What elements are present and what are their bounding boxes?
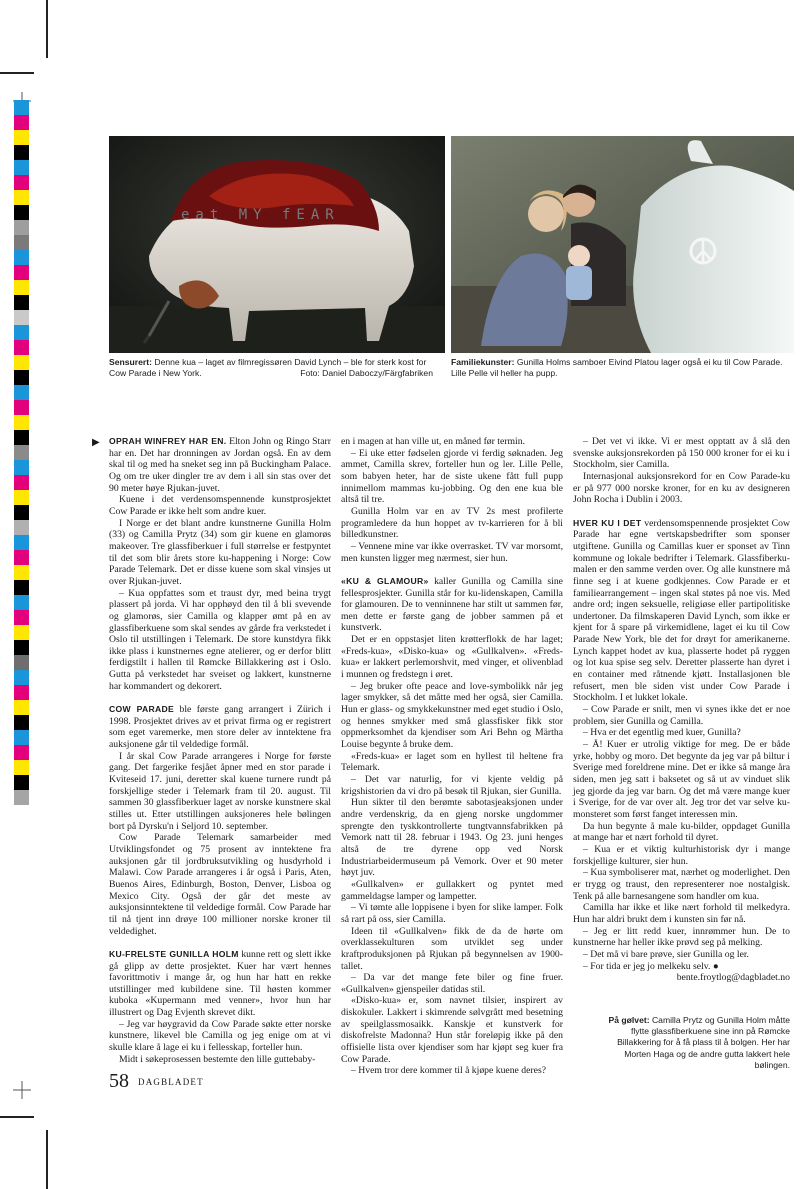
color-swatch — [14, 355, 29, 370]
article-paragraph — [573, 727, 790, 739]
color-swatch — [14, 100, 29, 115]
article-paragraph — [341, 774, 563, 797]
side-caption-lead: På gølvet: — [608, 1015, 650, 1025]
article-paragraph — [341, 681, 563, 751]
article-paragraph — [341, 797, 563, 879]
article-paragraph — [573, 471, 790, 506]
color-swatch — [14, 340, 29, 355]
article-paragraph — [573, 926, 790, 949]
article-paragraph — [573, 704, 790, 727]
paragraph-text: – Da var det mange fete biler og fine fruer. «Gullkalven» gjenspeiler datidas stil. — [341, 972, 563, 995]
color-swatch — [14, 145, 29, 160]
paragraph-text: – Vennene mine var ikke overrasket. TV var morsomt, men kunsten ligger meg nærmest, sier hun. — [341, 540, 563, 564]
color-swatch — [14, 325, 29, 340]
color-swatch — [14, 670, 29, 685]
color-swatch — [14, 715, 29, 730]
color-swatch — [14, 595, 29, 610]
color-swatch — [14, 685, 29, 700]
masthead: DAGBLADET — [138, 1077, 204, 1087]
crop-mark — [0, 1116, 34, 1118]
paragraph-text: Ideen til «Gullkalven» fikk de da de hørte om overklassekulturen som utviklet seg under kraftproduksjonen på Rjukan på begynnelsen av 1900-tallet. — [341, 925, 563, 972]
color-swatch — [14, 640, 29, 655]
registration-mark-icon — [13, 1081, 31, 1099]
paragraph-text: – Det må vi bare prøve, sier Gunilla og ler. — [583, 948, 749, 960]
article-paragraph — [109, 1054, 331, 1066]
article-paragraph — [573, 961, 790, 973]
paragraph-text: Da hun begynte å male ku-bilder, oppdaget Gunilla at mange har et nært forhold til dyret. — [573, 820, 790, 844]
paragraph-text: Kuene i det verdensomspennende kunstprosjektet Cow Parade er ikke helt som andre kuer. — [109, 494, 331, 517]
article-paragraph — [573, 518, 790, 705]
paragraph-text: Gunilla Holm var en av TV 2s mest profilerte programledere da hun hoppet av tv-karrieren for å bli billedkunstner. — [341, 505, 563, 541]
paragraph-lead: KU-FRELSTE GUNILLA HOLM — [109, 948, 239, 959]
color-swatch — [14, 295, 29, 310]
photo-credit: Foto: Daniel Daboczy/Färgfabriken — [300, 368, 433, 379]
paragraph-text: en i magen at han ville ut, en måned før termin. — [341, 436, 526, 447]
paragraph-text: – Jeg var høygravid da Cow Parade søkte etter norske kunstnere, likevel ble Camilla og jeg enige om at vi skulle klare å lage ei ku i fellesskap, forteller hun. — [109, 1018, 331, 1054]
article-paragraph — [573, 867, 790, 902]
article-paragraph — [109, 832, 331, 937]
article-paragraph — [109, 751, 331, 833]
article-paragraph — [573, 844, 790, 867]
color-swatch — [14, 400, 29, 415]
caption-text: Denne kua – laget av filmregissøren David Lynch – ble for sterk kost for Cow Parade i New York. — [109, 357, 427, 379]
color-swatch — [14, 460, 29, 475]
color-swatch — [14, 655, 29, 670]
paragraph-text: Det er en oppstasjet liten krøtterflokk de har laget; «Freds-kua», «Disko-kua» og «Gullkalven». «Freds-kua» er lakkert perlemorshvit, med vinger, et olivenblad i munnen og fredstegn i øret. — [341, 634, 563, 681]
article-paragraph — [341, 506, 563, 541]
article-paragraph — [341, 972, 563, 995]
cow-graffiti-text: eat MY fEAR — [181, 207, 340, 223]
color-swatch — [14, 130, 29, 145]
color-swatch — [14, 445, 29, 460]
article-column-1 — [109, 436, 331, 1065]
color-swatch — [14, 745, 29, 760]
color-swatch — [14, 250, 29, 265]
crop-mark — [46, 1130, 48, 1189]
article-paragraph — [109, 1019, 331, 1054]
article-paragraph — [341, 634, 563, 681]
page-number: 58 — [109, 1070, 129, 1092]
paragraph-text: – For tida er jeg jo melkeku selv. ● — [583, 960, 719, 972]
color-swatch — [14, 280, 29, 295]
color-swatch — [14, 730, 29, 745]
photo-caption-left — [109, 357, 445, 380]
color-swatch — [14, 790, 29, 805]
paragraph-text: – Hva er det egentlig med kuer, Gunilla? — [583, 727, 741, 739]
photo-family — [451, 136, 794, 353]
triangle-marker-icon: ▶ — [92, 437, 100, 448]
paragraph-text: – Jeg er litt redd kuer, innrømmer hun. De to kunstnerne har heller ikke prøvd seg på melking. — [573, 925, 790, 949]
author-email[interactable]: bente.froytlog@dagbladet.no — [676, 972, 790, 984]
article-column-3 — [573, 436, 790, 984]
color-swatch — [14, 430, 29, 445]
article-paragraph — [109, 588, 331, 693]
color-swatch — [14, 520, 29, 535]
article-paragraph — [341, 436, 563, 448]
caption-lead: Sensurert: — [109, 357, 152, 367]
paragraph-text: Elton John og Ringo Starr har en. Det har dronningen av Jordan også. En av dem skal til og med ha sneket seg inn på Buckingham Palace. Og om tre uker dingler tre av dem i all sin stas over det 90 meter høye Rjukan-juvet. — [109, 436, 331, 494]
caption-text: Gunilla Holms samboer Eivind Platou lager også ei ku til Cow Parade. Lille Pelle vil heller ha pupp. — [451, 357, 783, 379]
crop-mark — [0, 72, 34, 74]
color-swatch — [14, 205, 29, 220]
article-paragraph — [109, 518, 331, 588]
article-paragraph — [341, 576, 563, 634]
color-swatch — [14, 700, 29, 715]
color-swatch — [14, 625, 29, 640]
article-paragraph — [341, 995, 563, 1065]
paragraph-text: «Gullkalven» er gullakkert og pyntet med gammeldagse lamper og lampetter. — [341, 878, 563, 902]
paragraph-text: Midt i søkeprosessen bestemte den lille guttebaby- — [119, 1053, 316, 1065]
color-swatch — [14, 310, 29, 325]
color-swatch — [14, 475, 29, 490]
article-paragraph — [341, 448, 563, 506]
article-paragraph — [109, 436, 331, 494]
article-paragraph — [573, 949, 790, 961]
paragraph-text: – Å! Kuer er utrolig viktige for meg. De er både yrke, hobby og moro. Det begynte da jeg var på biltur i Sverige med foreldrene mine. Det er ikke så mange åra siden, men jeg satt i baksetet og så ut av vinduet slik jeg gjorde da jeg var barn. Og det må være mange kuer i Sverige, for de var over alt. Jeg tror det var selve ku-monsteret som først fanget interessen min. — [573, 739, 790, 820]
color-swatch — [14, 190, 29, 205]
paragraph-text: I år skal Cow Parade arrangeres i Norge for første gang. Det fargerike fesjået åpner med en stor parade i Kviteseid 17. juni, deretter skal kuene turnere rundt på forskjellige steder i Telemark fram til 20. august. Til sammen 30 glassfiberkuer laget av norske kunstnere skal stilles ut. Etter utstillingen auksjoneres hele bølingen bort på Dyrsku'n i Seljord 10. september. — [109, 750, 331, 832]
article-paragraph — [109, 949, 331, 1019]
article-column-2 — [341, 436, 563, 1077]
article-paragraph — [341, 902, 563, 925]
color-swatch — [14, 760, 29, 775]
color-swatch — [14, 505, 29, 520]
color-swatch — [14, 550, 29, 565]
paragraph-text: Hun sikter til den berømte sabotasjeaksjonen under andre verdenskrig, da en gjeng norske ungdommer sprengte den tyskkontrollerte tungtvannsfabrikken på Vemork natt til 28. februar i 1943. Og 23. juni henges altså de tre dyrene opp ved Norsk Industriarbeidermuseum på Vemork. Over et 90 meter høyt juv. — [341, 797, 563, 879]
paragraph-text: I Norge er det blant andre kunstnerne Gunilla Holm (33) og Camilla Prytz (34) som gir kuene en glamorøs makeover. Tre glassfiberkuer i full størrelse er festpyntet til det som blir årets store ku-happening i Norge: Cow Parade Telemark. Det er disse kuene som skal vinsjes ut over Rjukan-juvet. — [109, 517, 331, 587]
paragraph-lead: HVER KU I DET — [573, 517, 642, 528]
article-paragraph — [341, 751, 563, 774]
color-swatch — [14, 535, 29, 550]
article-paragraph — [109, 704, 331, 751]
paragraph-text: – Cow Parade er snilt, men vi synes ikke det er noe problem, sier Gunilla og Camilla. — [573, 704, 790, 727]
color-swatch — [14, 580, 29, 595]
caption-lead: Familiekunster: — [451, 357, 515, 367]
paragraph-text: – Kua symboliserer mat, nærhet og moderlighet. Den er trygg og traust, den representerer noe nostalgisk. Tenk på alle barnesangene som handler om kua. — [573, 867, 790, 902]
paragraph-text: – Det vet vi ikke. Vi er mest opptatt av å slå den svenske auksjonsrekorden på 150 000 kroner for ei ku i Stockholm, sier Camilla. — [573, 436, 790, 471]
color-swatch — [14, 490, 29, 505]
paragraph-text: – Kua er et viktig kulturhistorisk dyr i mange forskjellige kulturer, sier hun. — [573, 843, 790, 867]
paragraph-text: ble første gang arrangert i Zürich i 1998. Prosjektet drives av et privat firma og er registrert som eget varemerke, men store deler av inntektene fra auksjonene går til veldedige formål. — [109, 704, 331, 751]
lynch-cow-image — [109, 136, 445, 353]
paragraph-text: Cow Parade Telemark samarbeider med Utviklingsfondet og 75 prosent av inntektene fra auksjonen går til jordbruksutvikling og husdyrhold i Malawi. Cow Parade arrangeres i år også i Paris, Aten, Buenos Aires, Edinburgh, Boston, Denver, Lisboa og Mexico City. Også der går det meste av auksjonsinntektene til veldedige formål. Cow Parade har til nå tjent inn drøye 100 millioner norske kroner til veldedighet. — [109, 832, 331, 937]
family-image — [451, 136, 794, 353]
article-paragraph — [341, 541, 563, 564]
paragraph-lead: «KU & GLAMOUR» — [341, 575, 429, 586]
article-paragraph — [341, 1065, 563, 1077]
photo-lynch-cow — [109, 136, 445, 353]
paragraph-text: – Det var naturlig, for vi kjente veldig på krigshistorien da vi dro på besøk til Rjukan, sier Gunilla. — [341, 774, 563, 797]
color-swatch — [14, 220, 29, 235]
paragraph-text: Camilla har ikke et like nært forhold til melkedyra. Hun har aldri brukt dem i kunsten sin før nå. — [573, 902, 790, 925]
side-caption-text: Camilla Prytz og Gunilla Holm måtte flytte glassfiberkuene sine inn på Rømcke Billakkering for å få plass til å bolgen. Her har Morten Haga og de andre gutta lakkert hele bølingen. — [617, 1015, 790, 1070]
crop-mark — [46, 0, 48, 58]
paragraph-text: – Hvem tror dere kommer til å kjøpe kuene deres? — [351, 1065, 547, 1077]
color-swatch — [14, 370, 29, 385]
paragraph-text: kunne rett og slett ikke gå glipp av dette prosjektet. Kuer har vært hennes favorittmotiv i mange år, og hun har hatt en rekke utstillinger med kubildene sine. Til høsten kommer kuboka «Kupermann med venner», hvor hun har illustrert og Dag Evjenth skrevet dikt. — [109, 948, 331, 1019]
color-swatch — [14, 265, 29, 280]
article-paragraph — [109, 494, 331, 517]
color-swatch — [14, 610, 29, 625]
color-swatch — [14, 235, 29, 250]
article-paragraph — [573, 739, 790, 821]
color-swatch — [14, 160, 29, 175]
paragraph-text: – Kua oppfattes som et traust dyr, med beina trygt plassert på jorda. Vi har opphøyd den til å bli svevende og glamorøs, sier Camilla og klapper ømt på en av glassfiberkuene som skal sendes av gårde fra verkstedet i Oslo til utstillingen i Telemark. De store kunstdyra fikk ikke plass i kunstnernes egne atelierer, og er derfor blitt ferdigstilt i hallen til Rømcke Billakkering øst i Oslo. Gutta på verkstedet har sveiset og lakkert, kunstnerne har kommandert og dekorert. — [109, 587, 331, 692]
paragraph-text: – Vi tømte alle loppisene i byen for slike lamper. Folk så rart på oss, sier Camilla. — [341, 902, 563, 925]
article-paragraph — [573, 436, 790, 471]
paragraph-text: verdensomspennende prosjektet Cow Parade har egne vertskapsbedrifter som sponser utgiftene. Gunilla og Camillas kuer er sponset av Tinn kommune og lokale bedrifter i Telemark. Glassfiberku-malen er den samme verden over. Og alle kunstnere må finne seg i at kuene godkjennes. Cow Parade er et familiearrangement – ingen skal støtes på noe vis. Med andre ord; ingen seksuelle, religiøse eller partipolitiske undertoner. Da filmskaperen David Lynch, som ikke er kjent for å spare på virkemidlene, laget ei ku til Cow Parade New York, ble det for drøyt for amerikanerne. Lynch kappet hodet av kua, plasserte hodet på ryggen og lot kua spise seg selv. Deretter plasserte han dyret i en container med råtnende kjøtt. Installasjonen ble refusert, men ble siden vist under Cow Parade i Stockholm. I et lukket lokale. — [573, 517, 790, 704]
photo-caption-right — [451, 357, 794, 380]
paragraph-text: «Disko-kua» er, som navnet tilsier, inspirert av diskokuler. Lakkert i skimrende sølvgrått med besetning av speilglassmosaikk. Kanskje et kunstverk for diskofrelste Madonna? Hun står foreløpig ikke på den offisielle lista over kjendiser som har kjøpt seg kuer fra Cow Parade. — [341, 995, 563, 1065]
color-swatch — [14, 385, 29, 400]
paragraph-text: «Freds-kua» er laget som en hyllest til heltene fra Telemark. — [341, 750, 563, 774]
article-paragraph — [573, 821, 790, 844]
article-paragraph — [341, 879, 563, 902]
paragraph-text: – Jeg bruker ofte peace and love-symbolikk når jeg lager smykker, så det måtte med her også, sier Camilla. Hun er glass- og smykkekunstner med eget studio i Oslo, og hennes smykker med små glassfisker fikk stor oppmerksomhet da kjendiser som Ari Behn og Märtha Louise begynte å bruke dem. — [341, 680, 563, 751]
color-swatch — [14, 115, 29, 130]
paragraph-text: kaller Gunilla og Camilla sine fellesprosjekter. Gunilla står for ku-lidenskapen, Camilla for glamouren. De to venninnene har stilt ut sammen før, men dette er første gang de jobber sammen på et kunstverk. — [341, 575, 563, 634]
article-paragraph — [341, 926, 563, 973]
article-paragraph — [573, 902, 790, 925]
color-calibration-bar — [14, 100, 29, 805]
color-swatch — [14, 175, 29, 190]
paragraph-text: – Ei uke etter fødselen gjorde vi ferdig søknaden. Jeg ammet, Camilla skrev, forteller hun og ler. Lille Pelle, som babyen heter, har de siste ukene fått full pupp innimellom mammas ku-jobbing. Og den ene kua ble altså til tre. — [341, 447, 563, 506]
color-swatch — [14, 565, 29, 580]
paragraph-lead: COW PARADE — [109, 704, 175, 715]
color-swatch — [14, 415, 29, 430]
color-swatch — [14, 775, 29, 790]
side-caption — [598, 1015, 790, 1071]
paragraph-lead: OPRAH WINFREY HAR EN. — [109, 436, 227, 446]
paragraph-text: Internasjonal auksjonsrekord for en Cow Parade-ku er på 977 000 norske kroner, for en ku av designeren John Rocha i Dublin i 2003. — [573, 470, 790, 506]
